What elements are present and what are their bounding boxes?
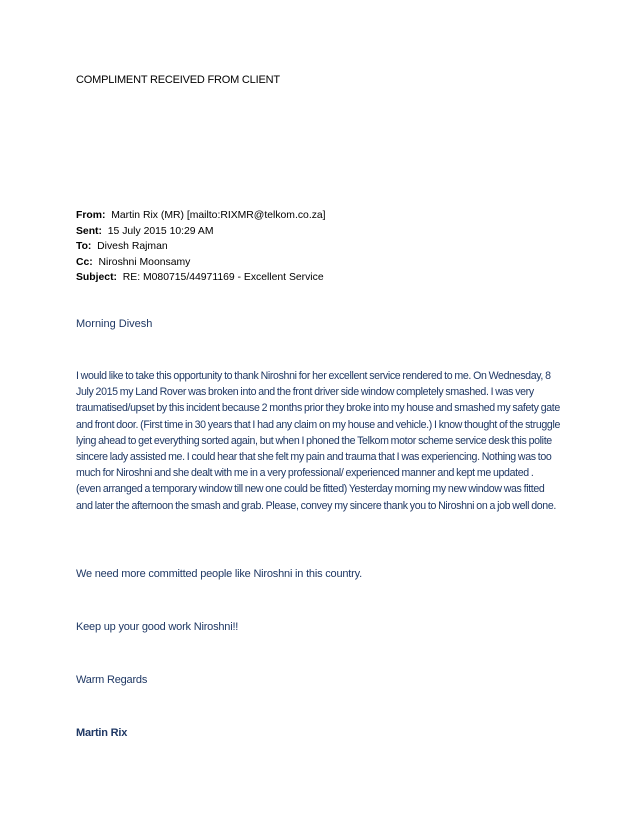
from-value: Martin Rix (MR) [mailto:RIXMR@telkom.co.za] — [111, 210, 326, 221]
header-to — [76, 239, 326, 255]
document-heading: COMPLIMENT RECEIVED FROM CLIENT — [76, 74, 280, 86]
body-paragraph: I would like to take this opportunity to thank Niroshni for her excellent service rendered to me. On Wednesday, 8 July 2015 my Land Rover was broken into and the front driver side window completely smashed. I was very traumatised/upset by this incident because 2 months prior they broke into my house and smashed my safety gate and front door. (First time in 30 years that I had any claim on my house and vehicle.) I know thought of the struggle lying ahead to get everything sorted again, but when I phoned the Telkom motor scheme service desk this polite sincere lady assisted me. I could hear that she felt my pain and trauma that I was experiencing. Nothing was too much for Niroshni and she dealt with me in a very professional/ experienced manner and kept me updated . (even arranged a temporary window till new one could be fitted) Yesterday morning my new window was fitted and later the afternoon the smash and grab. Please, convey my sincere thank you to Niroshni on a job well done. — [76, 370, 560, 512]
sent-value: 15 July 2015 10:29 AM — [107, 225, 214, 237]
to-label: To: — [76, 241, 92, 253]
subject-label: Subject: — [76, 272, 117, 284]
header-subject — [76, 270, 326, 286]
keep-up-line: Keep up your good work Niroshni!! — [76, 621, 239, 633]
header-from — [76, 208, 326, 224]
signature: Martin Rix — [76, 727, 128, 739]
cc-label: Cc: — [76, 256, 93, 268]
committed-line: We need more committed people like Niroshni in this country. — [76, 568, 362, 580]
email-header — [76, 208, 326, 286]
cc-value: Niroshni Moonsamy — [98, 256, 191, 268]
from-label: From: — [76, 210, 106, 221]
header-sent — [76, 224, 326, 240]
sent-label: Sent: — [76, 225, 102, 237]
header-cc — [76, 255, 326, 271]
closing: Warm Regards — [76, 674, 148, 686]
to-value: Divesh Rajman — [97, 241, 168, 253]
greeting: Morning Divesh — [76, 318, 153, 330]
subject-value: RE: M080715/44971169 - Excellent Service — [122, 272, 324, 284]
